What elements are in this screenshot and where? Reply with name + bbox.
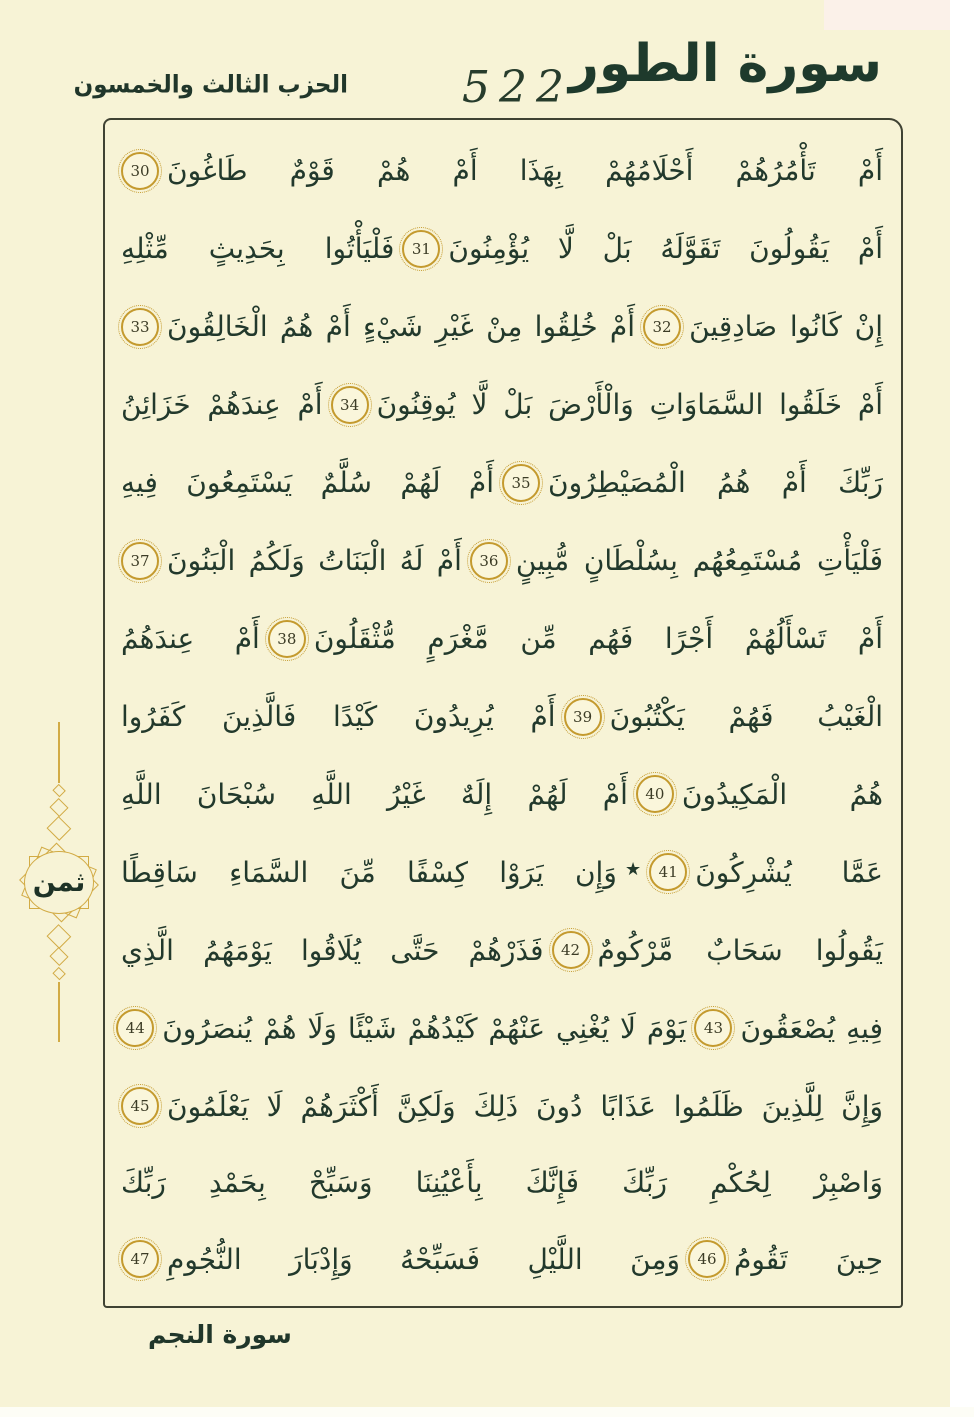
quran-line [121, 366, 883, 444]
verse-text: فَلْيَأْتُوا بِحَدِيثٍ مِّثْلِهِ [121, 232, 395, 266]
ayah-number-medallion-icon: 45 [121, 1087, 159, 1125]
verse-text: هُمُ الْمَكِيدُونَ [681, 777, 883, 811]
ayah-number-medallion-icon: 39 [564, 698, 602, 736]
ayah-number-medallion-icon: 41 [649, 853, 687, 891]
ayah-number-medallion-icon: 46 [688, 1240, 726, 1278]
ayah-number-medallion-icon: 33 [121, 308, 159, 346]
ayah-number-medallion-icon: 44 [116, 1009, 154, 1047]
quran-line [121, 1145, 883, 1220]
verse-text: وَاصْبِرْ لِحُكْمِ رَبِّكَ فَإِنَّكَ بِأَعْيُنِنَا وَسَبِّحْ بِحَمْدِ رَبِّكَ [121, 1166, 883, 1200]
quran-line [121, 756, 883, 834]
surah-title: سورة الطور [568, 34, 882, 94]
diamond-icon [49, 798, 68, 817]
diamond-icon [52, 783, 66, 797]
verse-text: وَإِنَّ لِلَّذِينَ ظَلَمُوا عَذَابًا دُونَ ذَلِكَ وَلَكِنَّ أَكْثَرَهُمْ لَا يَعْلَمُونَ [167, 1089, 883, 1123]
ayah-number-medallion-icon: 35 [502, 464, 540, 502]
verse-text: فِيهِ يُصْعَقُونَ [740, 1011, 883, 1045]
quran-line [121, 1067, 883, 1145]
verse-text: أَمْ تَأْمُرُهُمْ أَحْلَامُهُمْ بِهَذَا أَمْ هُمْ قَوْمٌ طَاغُونَ [167, 154, 883, 188]
ornament-line-bottom [58, 982, 60, 1043]
ayah-number-medallion-icon: 47 [121, 1240, 159, 1278]
ayah-number-medallion-icon: 38 [268, 620, 306, 658]
verse-text: أَمْ لَهُمْ إِلَهٌ غَيْرُ اللَّهِ سُبْحَانَ اللَّهِ [121, 777, 628, 811]
next-surah-catchword: سورة النجم [148, 1320, 292, 1349]
diamond-icon [49, 947, 68, 966]
rub-el-hizb-star-icon: ٭ [624, 851, 642, 887]
quran-line [121, 911, 883, 989]
ayah-number-medallion-icon: 31 [402, 230, 440, 268]
ayah-number-medallion-icon: 40 [636, 775, 674, 813]
verse-text: فَلْيَأْتِ مُسْتَمِعُهُم بِسُلْطَانٍ مُّبِينٍ [515, 544, 883, 578]
scan-edge-bottom [0, 1407, 974, 1417]
verse-text: أَمْ يَقُولُونَ تَقَوَّلَهُ بَلْ لَّا يُؤْمِنُونَ [448, 232, 883, 266]
ornament-line-top [58, 722, 60, 783]
verse-text: أَمْ خُلِقُوا مِنْ غَيْرِ شَيْءٍ أَمْ هُمُ الْخَالِقُونَ [167, 310, 636, 344]
verse-text: أَمْ تَسْأَلُهُمْ أَجْرًا فَهُم مِّن مَّغْرَمٍ مُّثْقَلُونَ [313, 622, 883, 656]
quran-line [121, 678, 883, 756]
verse-text: وَإِن يَرَوْا كِسْفًا مِّنَ السَّمَاءِ سَاقِطًا [121, 855, 617, 889]
diamond-icon [47, 816, 72, 841]
quran-line [121, 600, 883, 678]
quran-line [121, 444, 883, 522]
verse-text: فَذَرْهُمْ حَتَّى يُلَاقُوا يَوْمَهُمُ الَّذِي [121, 933, 544, 967]
ayah-number-medallion-icon: 34 [331, 386, 369, 424]
quran-line [121, 132, 883, 210]
verse-text: أَمْ لَهُمْ سُلَّمٌ يَسْتَمِعُونَ فِيهِ [121, 466, 495, 500]
diamond-icon [52, 967, 66, 981]
quran-line [121, 288, 883, 366]
verse-text: أَمْ خَلَقُوا السَّمَاوَاتِ وَالْأَرْضَ بَلْ لَّا يُوقِنُونَ [376, 388, 883, 422]
medallion-circle-icon [24, 851, 94, 914]
verse-text: أَمْ عِندَهُمُ [121, 622, 260, 656]
hizb-label: الحزب الثالث والخمسون [73, 71, 348, 99]
quran-line [121, 989, 883, 1067]
quran-lines [121, 132, 883, 1298]
margin-ornament [14, 722, 104, 1042]
ayah-number-medallion-icon: 42 [552, 931, 590, 969]
quran-line [121, 1220, 883, 1298]
diamond-icon [47, 924, 72, 949]
ayah-number-medallion-icon: 32 [643, 308, 681, 346]
quran-text-box [103, 118, 903, 1308]
page-number: 522 [462, 62, 573, 113]
verse-text: حِينَ تَقُومُ [734, 1242, 883, 1276]
quran-line [121, 210, 883, 288]
verse-text: رَبِّكَ أَمْ هُمُ الْمُصَيْطِرُونَ [548, 466, 883, 500]
verse-text: وَمِنَ اللَّيْلِ فَسَبِّحْهُ وَإِدْبَارَ النُّجُومِ [167, 1242, 680, 1276]
verse-text: يَوْمَ لَا يُغْنِي عَنْهُمْ كَيْدُهُمْ شَيْئًا وَلَا هُمْ يُنصَرُونَ [162, 1011, 687, 1045]
ayah-number-medallion-icon: 36 [470, 542, 508, 580]
verse-text: أَمْ لَهُ الْبَنَاتُ وَلَكُمُ الْبَنُونَ [167, 544, 462, 578]
verse-text: أَمْ يُرِيدُونَ كَيْدًا فَالَّذِينَ كَفَرُوا [121, 700, 556, 734]
quran-line [121, 522, 883, 600]
thumn-medallion [17, 844, 101, 921]
scan-edge-right [950, 0, 974, 1417]
ayah-number-medallion-icon: 30 [121, 152, 159, 190]
ayah-number-medallion-icon: 37 [121, 542, 159, 580]
verse-text: الْغَيْبُ فَهُمْ يَكْتُبُونَ [609, 700, 883, 734]
verse-text: إِنْ كَانُوا صَادِقِينَ [689, 310, 883, 344]
verse-text: أَمْ عِندَهُمْ خَزَائِنُ [121, 388, 323, 422]
verse-text: يَقُولُوا سَحَابٌ مَّرْكُومٌ [597, 933, 883, 967]
verse-text: عَمَّا يُشْرِكُونَ [695, 855, 883, 889]
ayah-number-medallion-icon: 43 [694, 1009, 732, 1047]
thumn-label: ثمن [32, 866, 86, 898]
quran-line [121, 833, 883, 911]
